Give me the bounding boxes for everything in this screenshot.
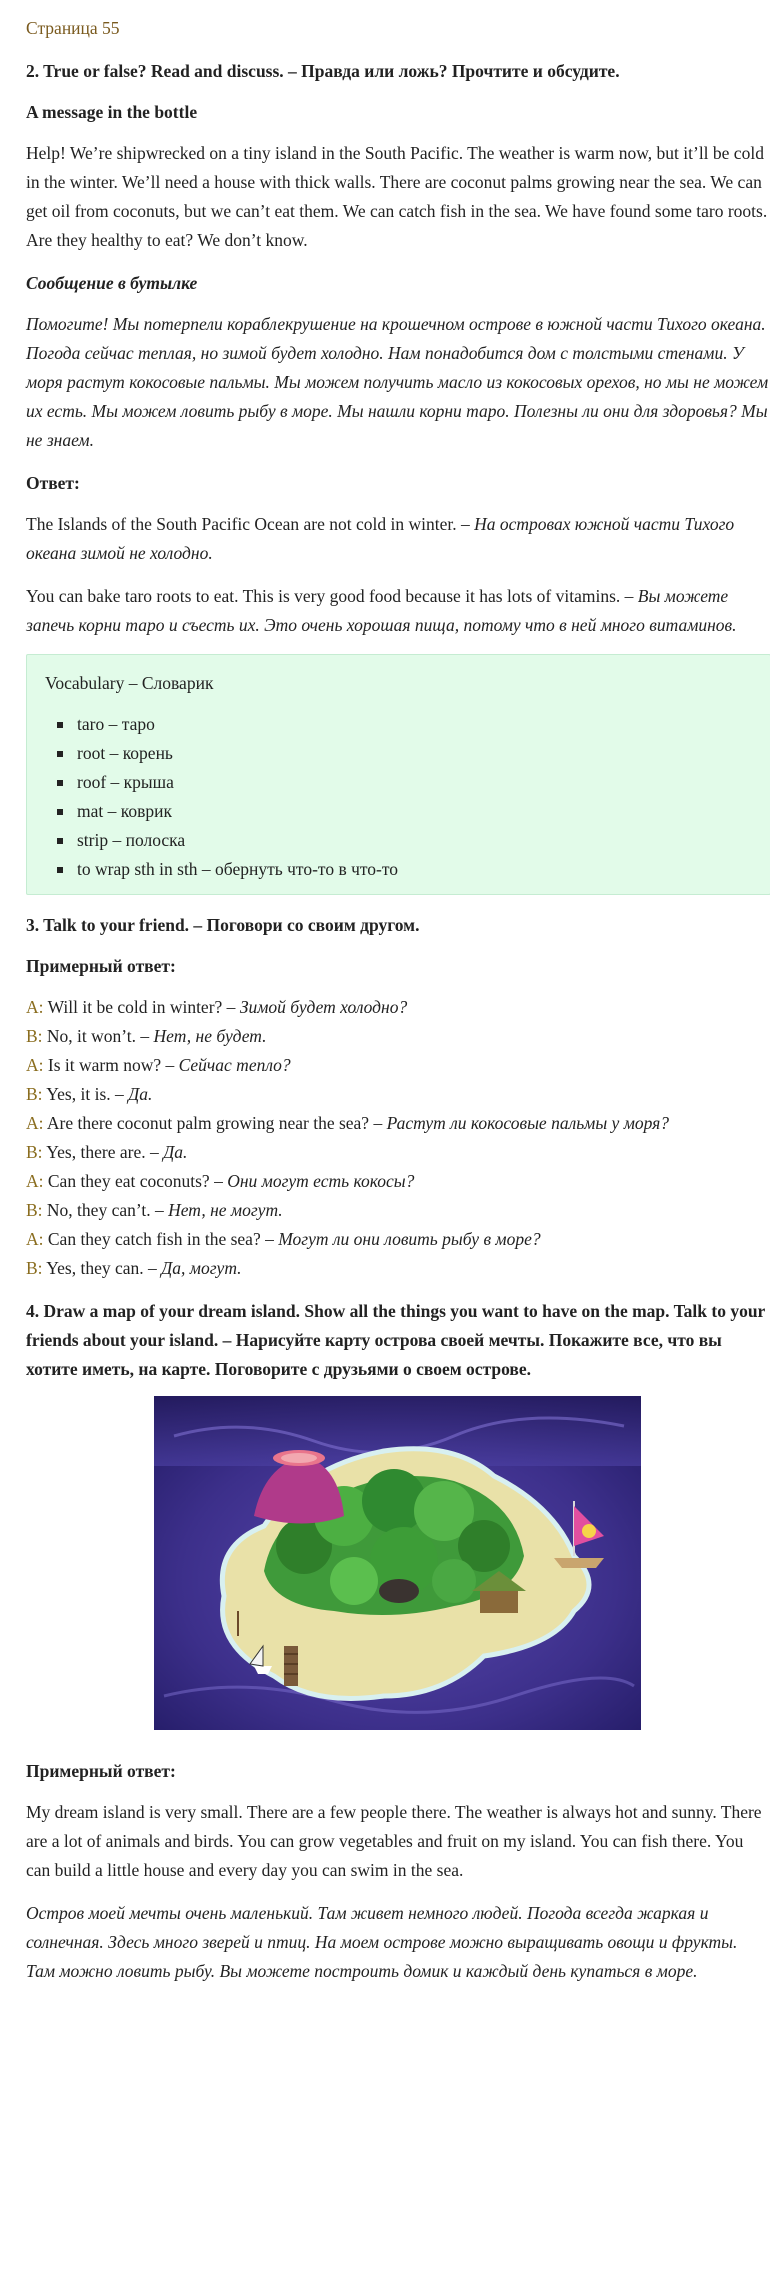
- answer-1-ru: На островах южной части Тихого океана зимой не холодно.: [26, 514, 735, 563]
- dialog-en: Can they eat coconuts? –: [47, 1171, 223, 1191]
- dialog-en: Are there coconut palm growing near the sea? –: [46, 1113, 383, 1133]
- dialog-line: [26, 1109, 769, 1138]
- task-4-title: 4. Draw a map of your dream island. Show all the things you want to have on the map. Talk to your friends about your island. – Нарисуйте карту острова своей мечты. Покажите все, что вы хотите иметь, на карте. Поговорите с друзьями о своем острове.: [26, 1301, 765, 1379]
- speaker-label: B:: [26, 1142, 43, 1162]
- dialog-line: [26, 1080, 769, 1109]
- dialog-ru: Да.: [163, 1142, 188, 1162]
- dialog-line: [26, 1196, 769, 1225]
- speaker-label: B:: [26, 1200, 43, 1220]
- vocabulary-item: mat – коврик: [77, 797, 752, 826]
- vocabulary-item: to wrap sth in sth – обернуть что-то в что-то: [77, 855, 752, 884]
- answer-label: Ответ:: [26, 473, 80, 493]
- dialog-ru: Сейчас тепло?: [178, 1055, 291, 1075]
- dialog-en: Is it warm now? –: [47, 1055, 175, 1075]
- dialog-ru: Нет, не могут.: [168, 1200, 283, 1220]
- vocabulary-item: strip – полоска: [77, 826, 752, 855]
- answer-1-en: The Islands of the South Pacific Ocean are not cold in winter. –: [26, 514, 470, 534]
- dialog: [26, 993, 769, 1283]
- dialog-en: No, it won’t. –: [46, 1026, 150, 1046]
- english-text: Help! We’re shipwrecked on a tiny island in the South Pacific. The weather is warm now, but it’ll be cold in the winter. We’ll need a house with thick walls. There are coconut palms growing near the sea. We can get oil from coconuts, but we can’t eat them. We can catch fish in the sea. We have found some taro roots. Are they healthy to eat? We don’t know.: [26, 143, 768, 250]
- dialog-line: [26, 1254, 769, 1283]
- dialog-ru: Да.: [128, 1084, 153, 1104]
- speaker-label: A:: [26, 1229, 44, 1249]
- dialog-ru: Нет, не будет.: [153, 1026, 267, 1046]
- speaker-label: B:: [26, 1084, 43, 1104]
- dialog-line: [26, 1225, 769, 1254]
- dialog-en: Yes, it is. –: [46, 1084, 124, 1104]
- dialog-line: [26, 1138, 769, 1167]
- dialog-ru: Да, могут.: [161, 1258, 242, 1278]
- task-3-title: 3. Talk to your friend. – Поговори со своим другом.: [26, 915, 420, 935]
- dialog-en: Yes, there are. –: [46, 1142, 159, 1162]
- dialog-line: [26, 1051, 769, 1080]
- speaker-label: B:: [26, 1258, 43, 1278]
- dialog-line: [26, 993, 769, 1022]
- vocabulary-item: roof – крыша: [77, 768, 752, 797]
- vocabulary-box: [26, 654, 770, 895]
- dialog-en: Can they catch fish in the sea? –: [47, 1229, 274, 1249]
- speaker-label: B:: [26, 1026, 43, 1046]
- task-3-sample-label: Примерный ответ:: [26, 956, 176, 976]
- vocabulary-title: Vocabulary – Словарик: [45, 673, 214, 693]
- page-link[interactable]: Страница 55: [26, 18, 120, 38]
- dialog-line: [26, 1022, 769, 1051]
- dialog-en: No, they can’t. –: [46, 1200, 164, 1220]
- speaker-label: A:: [26, 1113, 44, 1133]
- dialog-ru: Растут ли кокосовые пальмы у моря?: [386, 1113, 670, 1133]
- dialog-line: [26, 1167, 769, 1196]
- vocabulary-item: taro – таро: [77, 710, 752, 739]
- russian-text: Помогите! Мы потерпели кораблекрушение на крошечном острове в южной части Тихого океана. Погода сейчас теплая, но зимой будет холодно. Нам понадобится дом с толстыми стенами. У моря растут кокосовые пальмы. Мы можем получить масло из кокосовых орехов, но мы не можем их есть. Мы можем ловить рыбу в море. Мы нашли корни таро. Полезны ли они для здоровья? Мы не знаем.: [26, 314, 769, 450]
- speaker-label: A:: [26, 997, 44, 1017]
- dream-island-english: My dream island is very small. There are a few people there. The weather is always hot and sunny. There are a lot of animals and birds. You can grow vegetables and fruit on my island. You can fish there. You can build a little house and every day you can swim in the sea.: [26, 1802, 762, 1880]
- answer-1: [26, 510, 769, 568]
- speaker-label: A:: [26, 1055, 44, 1075]
- page-content: [26, 0, 769, 1986]
- english-text-heading: A message in the bottle: [26, 102, 198, 122]
- task-2-title: 2. True or false? Read and discuss. – Правда или ложь? Прочтите и обсудите.: [26, 61, 620, 81]
- dialog-en: Will it be cold in winter? –: [47, 997, 236, 1017]
- island-image-container: [26, 1396, 769, 1739]
- task-4-sample-label: Примерный ответ:: [26, 1761, 176, 1781]
- dream-island-russian: Остров моей мечты очень маленький. Там живет немного людей. Погода всегда жаркая и солнечная. Здесь много зверей и птиц. На моем острове можно выращивать овощи и фрукты. Там можно ловить рыбу. Вы можете построить домик и каждый день купаться в море.: [26, 1903, 738, 1981]
- dialog-en: Yes, they can. –: [46, 1258, 157, 1278]
- answer-2: [26, 582, 769, 640]
- answer-2-ru: Вы можете запечь корни таро и съесть их. Это очень хорошая пища, потому что в ней много витаминов.: [26, 586, 737, 635]
- russian-text-heading: Сообщение в бутылке: [26, 273, 198, 293]
- dialog-ru: Могут ли они ловить рыбу в море?: [278, 1229, 541, 1249]
- dialog-ru: Они могут есть кокосы?: [227, 1171, 415, 1191]
- dialog-ru: Зимой будет холодно?: [239, 997, 408, 1017]
- vocabulary-list: [45, 710, 752, 884]
- island-illustration-icon: [154, 1396, 641, 1730]
- vocabulary-item: root – корень: [77, 739, 752, 768]
- answer-2-en: You can bake taro roots to eat. This is very good food because it has lots of vitamins. –: [26, 586, 634, 606]
- speaker-label: A:: [26, 1171, 44, 1191]
